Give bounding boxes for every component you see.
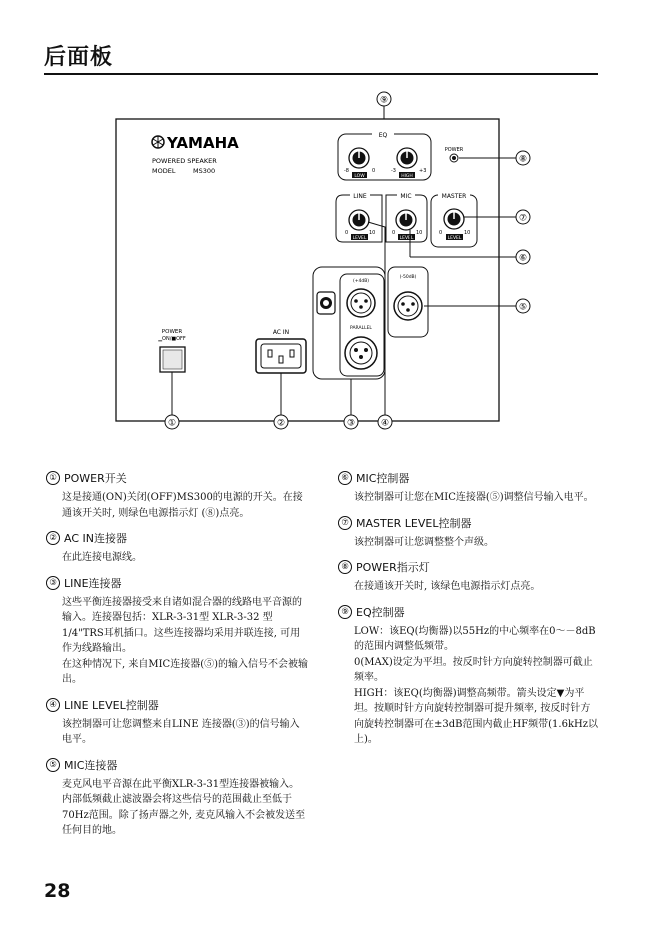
left-descriptions — [46, 470, 308, 848]
mic-label: MIC — [400, 193, 412, 200]
line-trs-jack[interactable] — [317, 292, 335, 314]
item-text: 这是接通(ON)关闭(OFF)MS300的电源的开关。在接通该开关时, 则绿色电源指示灯 (⑧)点亮。 — [62, 492, 303, 519]
power-led-label: POWER — [444, 147, 464, 153]
item-title: LINE LEVEL控制器 — [64, 698, 159, 712]
item-title: EQ控制器 — [356, 605, 405, 619]
svg-text:③: ③ — [346, 418, 356, 429]
brand-text: YAMAHA — [167, 134, 239, 152]
svg-text:10: 10 — [464, 230, 471, 236]
ac-in-connector[interactable] — [256, 339, 306, 373]
item-text: 在这种情况下, 来自MIC连接器(⑤)的输入信号不会被输出。 — [62, 658, 309, 685]
item-mic-connector — [46, 757, 308, 839]
svg-text:①: ① — [167, 418, 177, 429]
svg-text:0: 0 — [392, 230, 396, 236]
svg-text:10: 10 — [416, 230, 423, 236]
item-title: AC IN连接器 — [64, 532, 127, 545]
item-number: ⑦ — [338, 516, 352, 530]
callout-1 — [165, 415, 179, 429]
panel-model-value: MS300 — [193, 167, 216, 175]
power-switch-label: POWER — [161, 329, 183, 335]
item-number: ⑥ — [338, 471, 352, 485]
svg-text:⑤: ⑤ — [518, 302, 528, 313]
item-number: ② — [46, 531, 60, 545]
svg-text:HIGH: HIGH — [401, 174, 413, 179]
item-title: LINE连接器 — [64, 576, 122, 590]
svg-text:PARALLEL: PARALLEL — [350, 326, 372, 331]
svg-text:⑥: ⑥ — [518, 253, 528, 264]
svg-text:LEVEL: LEVEL — [352, 236, 367, 241]
item-text: 该控制器可让您在MIC连接器(⑤)调整信号输入电平。 — [354, 492, 594, 503]
callout-6 — [516, 250, 530, 264]
right-descriptions — [338, 470, 600, 757]
panel-model-label: MODEL — [152, 167, 176, 175]
svg-text:+3: +3 — [419, 168, 427, 174]
power-switch-sub: ▁ON/■OFF — [158, 336, 186, 342]
item-text: LOW：该EQ(均衡器)以55Hz的中心频率在0～－8dB的范围内调整低频带。 — [354, 625, 596, 652]
item-title: MIC控制器 — [356, 472, 410, 485]
svg-text:0: 0 — [439, 230, 443, 236]
svg-text:(-50dB): (-50dB) — [399, 275, 417, 280]
svg-text:⑨: ⑨ — [379, 95, 389, 106]
item-text: 麦克风电平音源在此平衡XLR-3-31型连接器被输入。内部低频截止滤波器会将这些信号的范围截止至低于70Hz范围。除了扬声器之外, 麦克风输入不会被发送至任何目的地。 — [62, 778, 306, 836]
line-xlr-female-connector[interactable] — [347, 289, 375, 317]
eq-low-knob[interactable] — [349, 148, 369, 168]
callout-4 — [378, 415, 392, 429]
callout-7 — [516, 210, 530, 224]
item-number: ④ — [46, 698, 60, 712]
item-number: ① — [46, 471, 60, 485]
svg-text:0: 0 — [372, 168, 376, 174]
item-text: 在此连接电源线。 — [62, 552, 142, 563]
svg-text:LEVEL: LEVEL — [399, 236, 414, 241]
item-text: 该控制器可让您调整整个声级。 — [354, 536, 494, 548]
callout-5 — [516, 299, 530, 313]
title-rule — [44, 73, 598, 75]
svg-text:LOW: LOW — [354, 174, 365, 179]
panel-line1: POWERED SPEAKER — [152, 157, 217, 165]
svg-text:⑦: ⑦ — [518, 213, 528, 224]
svg-text:LEVEL: LEVEL — [447, 236, 462, 241]
line-xlr-male-connector[interactable] — [345, 337, 377, 369]
svg-text:0: 0 — [345, 230, 349, 236]
svg-text:④: ④ — [380, 418, 390, 429]
item-ac-in — [46, 530, 308, 566]
svg-text:(+4dB): (+4dB) — [352, 279, 370, 284]
item-title: POWER指示灯 — [356, 561, 430, 574]
callout-3 — [344, 415, 358, 429]
master-label: MASTER — [441, 193, 467, 200]
item-number: ⑤ — [46, 758, 60, 772]
item-power-switch — [46, 470, 308, 521]
power-switch[interactable] — [160, 347, 185, 372]
rear-panel-diagram — [0, 82, 662, 442]
line-level-knob[interactable] — [349, 210, 369, 230]
callout-8 — [516, 151, 530, 165]
item-title: MIC连接器 — [64, 758, 118, 772]
item-number: ③ — [46, 576, 60, 590]
mic-level-knob[interactable] — [396, 210, 416, 230]
page-number: 28 — [44, 880, 71, 902]
item-eq-control — [338, 604, 600, 748]
callout-2 — [274, 415, 288, 429]
svg-text:⑧: ⑧ — [518, 154, 528, 165]
item-title: MASTER LEVEL控制器 — [356, 516, 472, 530]
item-master-level — [338, 515, 600, 551]
item-power-indicator — [338, 559, 600, 595]
item-text: 在接通该开关时, 该绿色电源指示灯点亮。 — [354, 581, 541, 592]
line-label: LINE — [353, 193, 367, 200]
item-line-connector — [46, 575, 308, 688]
svg-text:②: ② — [276, 418, 286, 429]
eq-high-knob[interactable] — [397, 148, 417, 168]
ac-in-label: AC IN — [272, 329, 290, 336]
item-number: ⑨ — [338, 605, 352, 619]
power-led-icon — [450, 154, 458, 162]
item-text: 该控制器可让您调整来自LINE 连接器(③)的信号输入电平。 — [62, 718, 300, 745]
eq-label: EQ — [378, 132, 388, 139]
item-text: HIGH：该EQ(均衡器)调整高频带。箭头设定▼为平坦。按顺时针方向旋转控制器可提升频率, 按反时针方向旋转控制器可在±3dB范围内截止HF频带(1.6kHz以上)。 — [354, 687, 599, 745]
item-text: 0(MAX)设定为平坦。按反时针方向旋转控制器可截止频率。 — [354, 656, 593, 683]
page-title: 后面板 — [44, 45, 114, 70]
svg-text:-8: -8 — [344, 168, 349, 174]
item-line-level — [46, 697, 308, 748]
item-title: POWER开关 — [64, 472, 127, 485]
mic-xlr-connector[interactable] — [394, 292, 422, 320]
item-text: 这些平衡连接器接受来自诸如混合器的线路电平音源的输入。连接器包括：XLR-3-31型 XLR-3-32 型1/4"TRS耳机插口。这些连接器均采用并联连接, 可用作为线路输出。 — [62, 596, 302, 654]
item-number: ⑧ — [338, 560, 352, 574]
svg-text:10: 10 — [369, 230, 376, 236]
svg-text:-3: -3 — [391, 168, 396, 174]
item-mic-control — [338, 470, 600, 506]
master-level-knob[interactable] — [444, 209, 464, 229]
